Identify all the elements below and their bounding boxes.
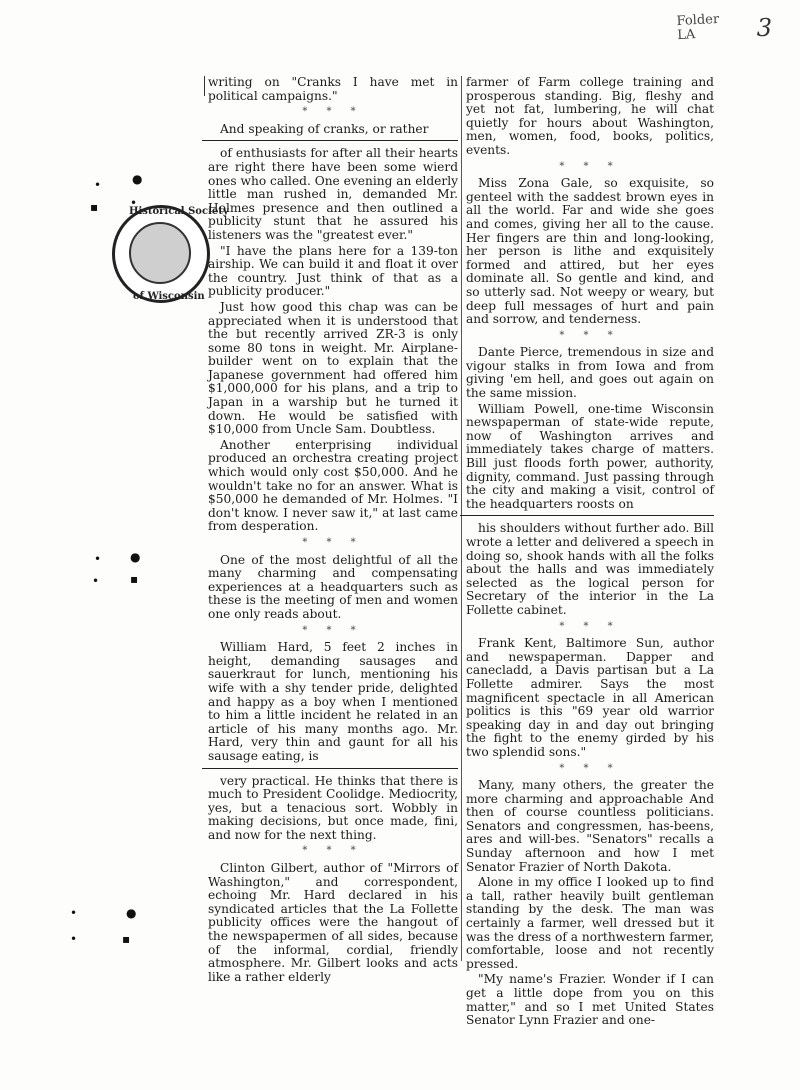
- article-paragraph: Another enterprising individual produced an orchestra creating project which would only cost $50,000. And he wouldn't take no for an answer. What is $50,000 he demanded of Mr. Holmes. "I don't know. I never saw it," at last came from desperation.: [208, 437, 458, 534]
- page-number: 3: [756, 14, 772, 42]
- section-separator: * * *: [302, 537, 364, 548]
- section-separator: * * *: [302, 106, 364, 118]
- article-paragraph: William Hard, 5 feet 2 inches in height, demanding sausages and sauerkraut for lunch, mentioning his wife with a shy tender pride, delighted and happy as a boy when I mentioned to him a little incident he related in an article of his many months ago. Mr. Hard, very thin and gaunt for all his sausage eating, is: [208, 640, 458, 763]
- article-right-column: [466, 76, 714, 1030]
- punch-mark-icon: •: [94, 552, 102, 566]
- article-paragraph: Alone in my office I looked up to find a tall, rather heavily built gentleman standing by the desk. The man was certainly a farmer, well dressed but it was the dress of a northwestern farmer, comfortable, loose and not recently pressed.: [466, 875, 714, 971]
- article-paragraph: writing on "Cranks I have met in political campaigns.": [208, 75, 458, 103]
- article-paragraph: Clinton Gilbert, author of "Mirrors of Washington," and correspondent, echoing Mr. Hard declared in his syndicated articles that the La Follette publicity offices were the hangout of the newspapermen of all sides, because of the informal, cordial, friendly atmosphere. Mr. Gilbert looks and acts like a rather elderly: [208, 861, 458, 984]
- punch-mark-icon: ▪: [130, 572, 139, 586]
- punch-mark-icon: •: [70, 906, 78, 920]
- article-paragraph: Frank Kent, Baltimore Sun, author and newspaperman. Dapper and canecladd, a Davis partisan but a La Follette admirer. Says the most magnificent spectacle in all American politics is this "69 year old warrior speaking day in and day out bringing the fight to the enemy girded by his two splendid sons.": [466, 636, 714, 759]
- punch-mark-icon: ●: [126, 906, 137, 920]
- article-left-column: [208, 76, 458, 986]
- punch-mark-icon: •: [130, 196, 138, 210]
- seal-top-text: Historical Society: [129, 206, 229, 217]
- article-paragraph: very practical. He thinks that there is much to President Coolidge. Mediocrity, yes, but a tenacious sort. Wobbly in making decisions, but once made, fini, and now for the next thing.: [208, 773, 458, 842]
- article-paragraph: One of the most delightful of all the many charming and compensating experiences at a headquarters such as these is the meeting of men and women one only reads about.: [208, 552, 458, 621]
- punch-mark-icon: ●: [130, 550, 141, 564]
- section-separator: * * *: [559, 762, 621, 774]
- section-separator: * * *: [302, 624, 364, 636]
- seal-bottom-text: of Wisconsin: [133, 291, 205, 302]
- punch-mark-icon: ▪: [90, 200, 99, 214]
- article-paragraph: "I have the plans here for a 139-ton airship. We can build it and float it over the country. Just think of that as a publicity producer.": [208, 243, 458, 299]
- article-paragraph: "My name's Frazier. Wonder if I can get a little dope from you on this matter," and so I met United States Senator Lynn Frazier and one-: [466, 972, 714, 1028]
- article-paragraph: And speaking of cranks, or rather: [220, 121, 429, 136]
- archive-handwritten-mark: [677, 13, 721, 44]
- article-paragraph: of enthusiasts for after all their hearts are right there have been some wierd ones who called. One evening an elderly little man rushed in, demanded Mr. Holmes presence and then outlined a publicity stunt that he assured his listeners was the "greatest ever.": [208, 146, 458, 242]
- archive-mark-line-1: Folder: [676, 11, 720, 30]
- article-paragraph: Miss Zona Gale, so exquisite, so genteel with the saddest brown eyes in all the world. Far and wide she goes and comes, giving her all to the cause. Her fingers are thin and long-looking, her person is lithe and exquisitely formed and attired, but her eyes dominate all. So gentle and kind, and so utterly sad. Not weepy or weary, but deep full messages of hurt and pain and sorrow, and tenderness.: [466, 176, 714, 327]
- clipping-divider-rule: [202, 768, 458, 769]
- seal-emblem: [129, 222, 191, 284]
- section-separator: * * *: [559, 160, 621, 172]
- clipping-divider-rule: [202, 140, 458, 141]
- historical-society-seal-icon: [112, 205, 229, 303]
- archive-mark-line-2: LA: [677, 27, 697, 44]
- clipping-divider-rule: [460, 515, 714, 516]
- article-paragraph: Many, many others, the greater the more charming and approachable And then of course countless politicians. Senators and congressmen, has-beens, ares and will-bes. "Senators" recalls a Sunday afternoon and how I met Senator Frazier of North Dakota.: [466, 778, 714, 874]
- punch-mark-icon: •: [94, 178, 102, 192]
- punch-mark-icon: •: [70, 932, 78, 946]
- column-divider: [461, 76, 462, 961]
- punch-mark-icon: •: [92, 574, 100, 588]
- article-paragraph: Just how good this chap was can be appreciated when it is understood that the but recently arrived ZR-3 is only some 80 tons in weight. Mr. Airplane-builder went on to explain that the Japanese government had offered him $1,000,000 for his plans, and a trip to Japan in a warship but he turned it down. He would be satisfied with $10,000 from Uncle Sam. Doubtless.: [208, 299, 458, 437]
- punch-mark-icon: ●: [132, 172, 143, 186]
- article-paragraph: his shoulders without further ado. Bill wrote a letter and delivered a speech in doing so, shook hands with all the folks about the halls and was immediately selected as the logical person for Secretary of the interior in the La Follette cabinet.: [466, 521, 714, 617]
- section-separator: * * *: [559, 620, 621, 632]
- article-paragraph: Dante Pierce, tremendous in size and vigour stalks in from Iowa and from giving 'em hell, and goes out again on the same mission.: [466, 345, 714, 401]
- article-paragraph: William Powell, one-time Wisconsin newspaperman of state-wide repute, now of Washington arrives and immediately takes charge of matters. Bill just floods forth power, authority, dignity, command. Just passing through the city and making a visit, control of the headquarters roosts on: [466, 401, 714, 511]
- column-edge-mark: [204, 76, 205, 96]
- punch-mark-icon: ▪: [122, 932, 131, 946]
- section-separator: * * *: [559, 329, 621, 341]
- article-paragraph: farmer of Farm college training and prosperous standing. Big, fleshy and yet not fat, lumbering, he will chat quietly for hours about Washington, men, women, food, books, politics, events.: [466, 75, 714, 157]
- section-separator: * * *: [302, 845, 364, 857]
